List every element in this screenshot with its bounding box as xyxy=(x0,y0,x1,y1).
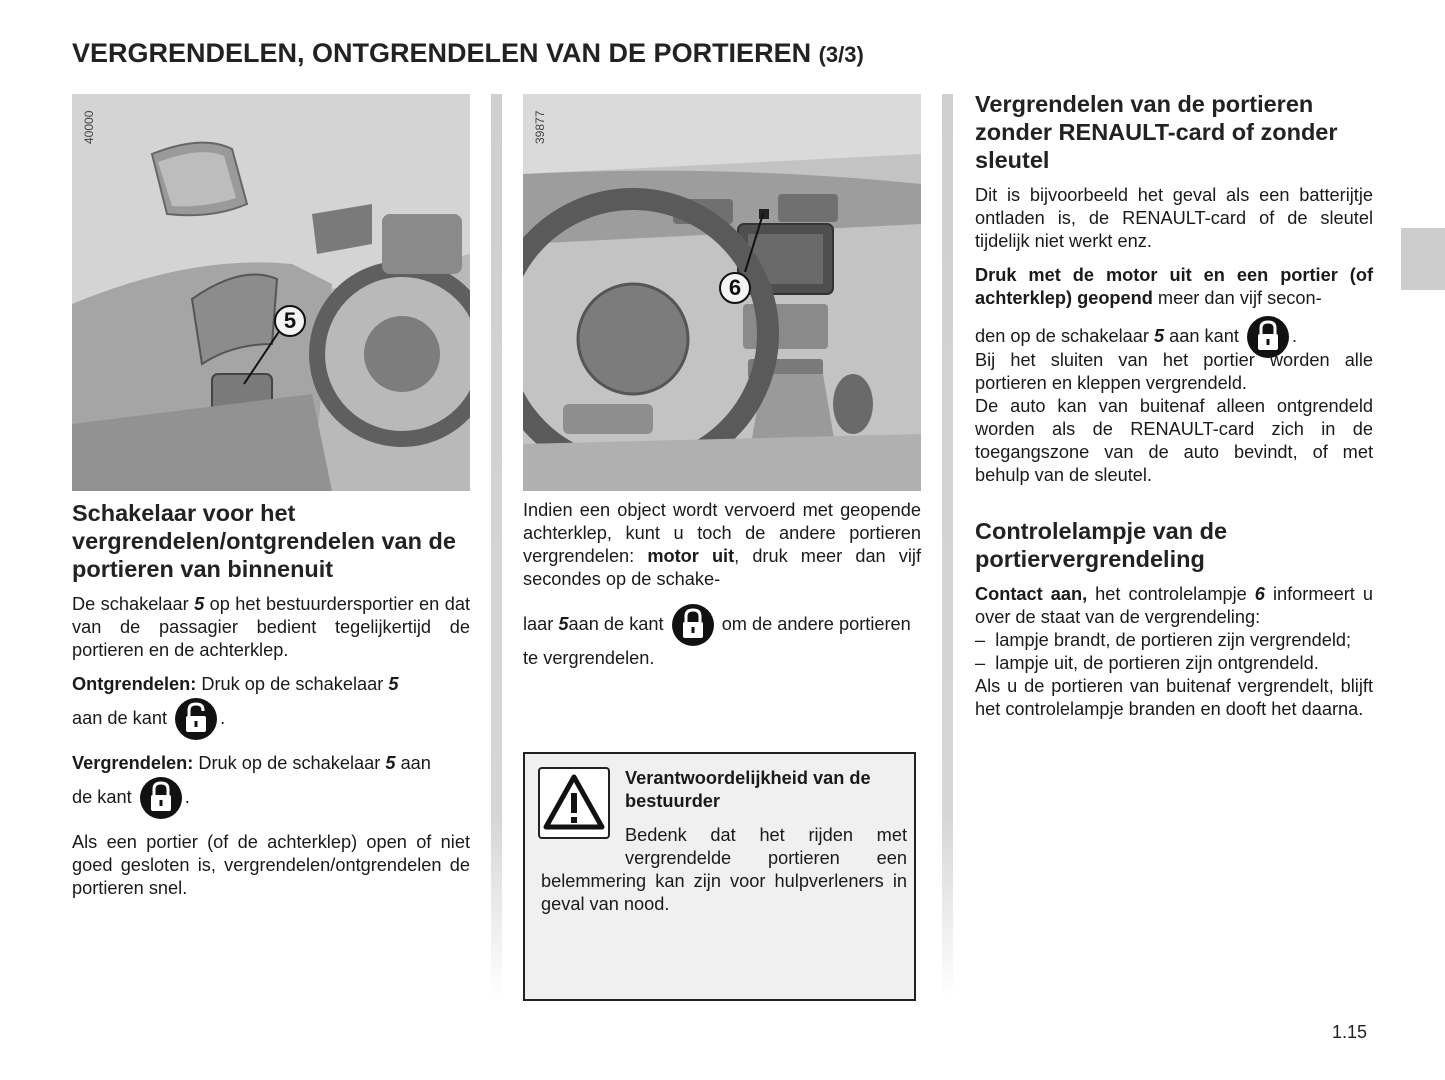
right-column xyxy=(975,90,1373,732)
unlocked-padlock-icon xyxy=(174,697,218,741)
section-heading-warning-lamp: Controlelampje van de portiervergrendeling xyxy=(975,518,1228,573)
paragraph-closing-door: Bij het sluiten van het portier worden alle portieren en kleppen vergrendeld. xyxy=(975,350,1373,394)
section-heading-no-card: Vergrendelen van de portieren zonder RENAULT-card of zonder sleutel xyxy=(975,91,1338,173)
door-switch-illustration xyxy=(72,94,470,491)
paragraph-switch-description: De schakelaar 5 op het bestuurdersportier en dat van de passagier bedient tegelijkertijd de portieren en de achterklep. xyxy=(72,594,470,660)
paragraph-press-switch-cont: den op de schakelaar 5 aan kant . xyxy=(975,314,1373,359)
paragraph-tailgate-open: Indien een object wordt vervoerd met geopende achterklep, kunt u toch de andere portieren vergrendelen: motor uit, druk meer dan vijf secondes op de schake- xyxy=(523,500,921,589)
section-heading-interior-switch: Schakelaar voor het vergrendelen/ontgrendelen van de portieren van binnenuit xyxy=(72,500,456,582)
paragraph-battery-example: Dit is bijvoorbeeld het geval als een batterijtje ontladen is, de RENAULT-card of de sleutel tijdelijk niet werkt enz. xyxy=(975,185,1373,251)
paragraph-lock: Vergrendelen: Druk op de schakelaar 5 aan xyxy=(72,753,431,774)
image-reference: 39877 xyxy=(533,110,547,144)
page-title xyxy=(72,38,864,69)
warning-text-wrap xyxy=(541,824,907,916)
title-part: (3/3) xyxy=(818,42,864,67)
list-item-lamp-on: – lampje brandt, de portieren zijn vergrendeld; xyxy=(975,630,1352,651)
image-reference: 40000 xyxy=(82,110,96,144)
paragraph-press-switch: Druk met de motor uit en een portier (of achterklep) geopend meer dan vijf secon- xyxy=(975,265,1373,308)
paragraph-contact-on: Contact aan, het controlelampje 6 informeert u over de staat van de vergrendeling: xyxy=(975,584,1373,628)
paragraph-lamp-behaviour: Als u de portieren van buitenaf vergrendelt, blijft het controlelampje branden en dooft het daarna. xyxy=(975,676,1373,720)
dashboard-illustration xyxy=(523,94,921,491)
callout-6: 6 xyxy=(719,272,751,304)
callout-5: 5 xyxy=(274,305,306,337)
middle-column xyxy=(523,499,921,681)
warning-box xyxy=(523,752,916,1001)
paragraph-unlock-side: aan de kant . xyxy=(72,696,470,741)
chapter-thumb-tab xyxy=(1401,228,1445,290)
warning-text: Bedenk dat het rijden met vergrendelde portieren een belemmering kan zijn voor hulpverleners in geval van nood. xyxy=(541,825,907,914)
left-column xyxy=(72,499,470,911)
warning-title: Verantwoordelijkheid van de bestuurder xyxy=(625,768,871,811)
paragraph-unlock: Ontgrendelen: Druk op de schakelaar 5 xyxy=(72,674,399,694)
locked-padlock-icon xyxy=(671,603,715,647)
list-item-lamp-off: – lampje uit, de portieren zijn ontgrendeld. xyxy=(975,653,1319,674)
paragraph-door-open-note: Als een portier (of de achterklep) open of niet goed gesloten is, vergrendelen/ontgrendelen de portieren snel. xyxy=(72,832,470,899)
column-divider-left xyxy=(491,94,502,998)
paragraph-outside-unlock: De auto kan van buitenaf alleen ontgrendeld worden als de RENAULT-card zich in de toegangszone van de auto bevindt, of met behulp van de sleutel. xyxy=(975,396,1373,486)
page-number: 1.15 xyxy=(1332,1022,1368,1042)
paragraph-tailgate-lock: laar 5aan de kant om de andere portieren te vergrendelen. xyxy=(523,603,921,670)
paragraph-lock-side: de kant . xyxy=(72,775,470,820)
title-main: VERGRENDELEN, ONTGRENDELEN VAN DE PORTIEREN xyxy=(72,38,812,68)
column-divider-right xyxy=(942,94,953,998)
locked-padlock-icon xyxy=(139,776,183,820)
